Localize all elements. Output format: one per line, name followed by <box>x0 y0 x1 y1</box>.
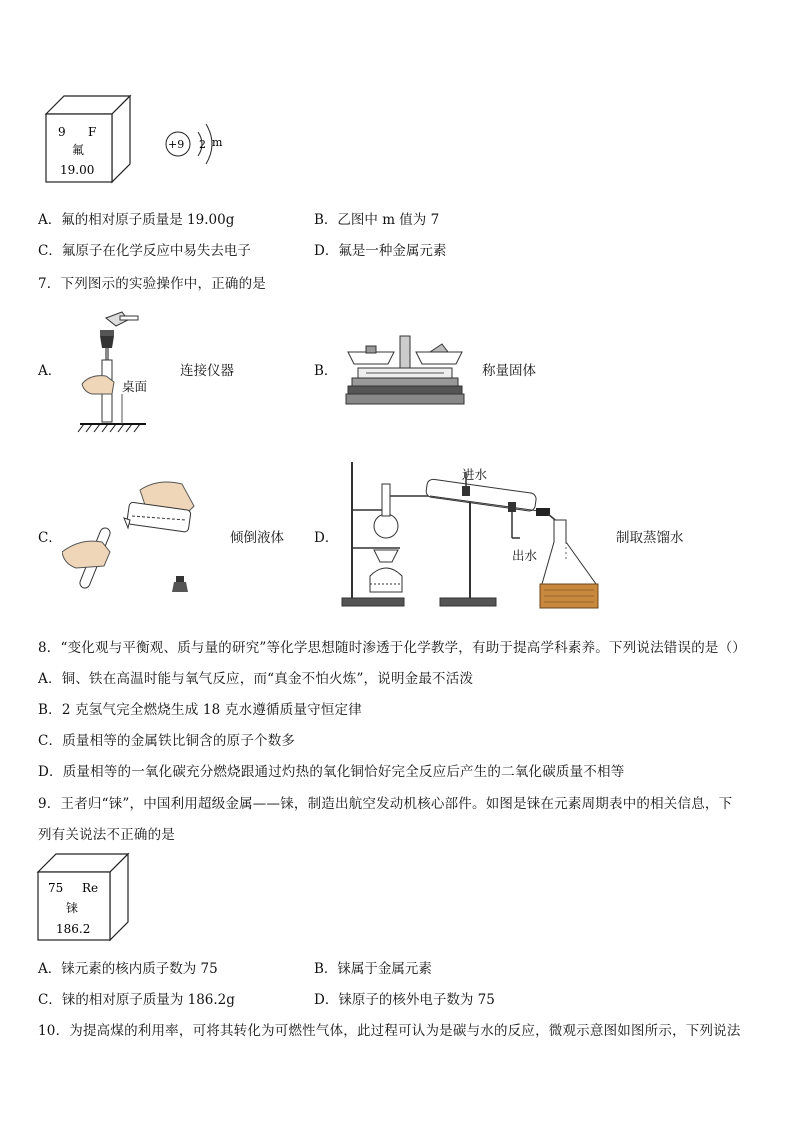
q9-option-b: B．铼属于金属元素 <box>314 961 432 977</box>
q7-b-caption: 称量固体 <box>482 363 536 379</box>
shell1-count: 2 <box>199 138 206 151</box>
q7-stem: 7．下列图示的实验操作中，正确的是 <box>38 276 266 292</box>
nucleus-charge: +9 <box>168 138 185 151</box>
fluorine-number: 9 <box>58 125 66 139</box>
q8-option-d: D．质量相等的一氧化碳充分燃烧跟通过灼热的氧化铜恰好完全反应后产生的二氧化碳质量不相等 <box>38 764 625 780</box>
q9-stem-line1: 9．王者归“铼”，中国利用超级金属——铼，制造出航空发动机核心部件。如图是铼在元素周期表中的相关信息，下 <box>38 796 733 812</box>
fluorine-symbol: F <box>88 125 97 139</box>
pour-liquid-illustration <box>62 470 202 600</box>
fluorine-mass: 19.00 <box>60 163 95 177</box>
q7-a-caption: 连接仪器 <box>180 363 234 379</box>
fluorine-name: 氟 <box>72 143 85 157</box>
rhenium-name: 铼 <box>66 901 79 915</box>
q9-option-a: A．铼元素的核内质子数为 75 <box>38 961 218 977</box>
q6-option-a: A．氟的相对原子质量是 19.00g <box>38 212 235 228</box>
rhenium-element-card <box>36 852 132 942</box>
connect-apparatus-illustration <box>76 302 156 434</box>
q8-option-a: A．铜、铁在高温时能与氧气反应，而“真金不怕火炼”，说明金最不活泼 <box>38 671 474 687</box>
q9-stem-line2: 列有关说法不正确的是 <box>38 827 175 843</box>
q7-d-letter: D． <box>314 530 339 546</box>
q8-option-b: B．2 克氢气完全燃烧生成 18 克水遵循质量守恒定律 <box>38 702 362 718</box>
q8-stem: 8．“变化观与平衡观、质与量的研究”等化学思想随时渗透于化学教学，有助于提高学科素养。下列说法错误的是（） <box>38 640 746 656</box>
q6-option-c: C．氟原子在化学反应中易失去电子 <box>38 243 251 259</box>
q6-option-b: B．乙图中 m 值为 7 <box>314 212 440 228</box>
q9-option-c: C．铼的相对原子质量为 186.2g <box>38 992 235 1008</box>
q9-option-d: D．铼原子的核外电子数为 75 <box>314 992 495 1008</box>
q7-d-water-out-label: 出水 <box>512 548 538 563</box>
q7-a-letter: A． <box>38 363 62 379</box>
q6-option-d: D．氟是一种金属元素 <box>314 243 447 259</box>
q7-b-letter: B． <box>314 363 338 379</box>
q7-a-table-label: 桌面 <box>122 379 148 394</box>
rhenium-number: 75 <box>48 881 64 895</box>
q7-d-caption: 制取蒸馏水 <box>616 530 684 546</box>
rhenium-symbol: Re <box>82 881 99 895</box>
q7-d-water-in-label: 进水 <box>462 467 488 482</box>
fluorine-atom-diagram <box>160 118 230 170</box>
rhenium-mass: 186.2 <box>56 922 91 936</box>
shell2-count: m <box>212 136 223 149</box>
q7-c-letter: C． <box>38 530 62 546</box>
q10-stem: 10．为提高煤的利用率，可将其转化为可燃性气体，此过程可认为是碳与水的反应，微观示意图如图所示，下列说法 <box>38 1023 741 1039</box>
balance-illustration <box>344 330 466 410</box>
q8-option-c: C．质量相等的金属铁比铜含的原子个数多 <box>38 733 296 749</box>
fluorine-element-card <box>44 94 134 184</box>
q7-c-caption: 倾倒液体 <box>230 530 284 546</box>
